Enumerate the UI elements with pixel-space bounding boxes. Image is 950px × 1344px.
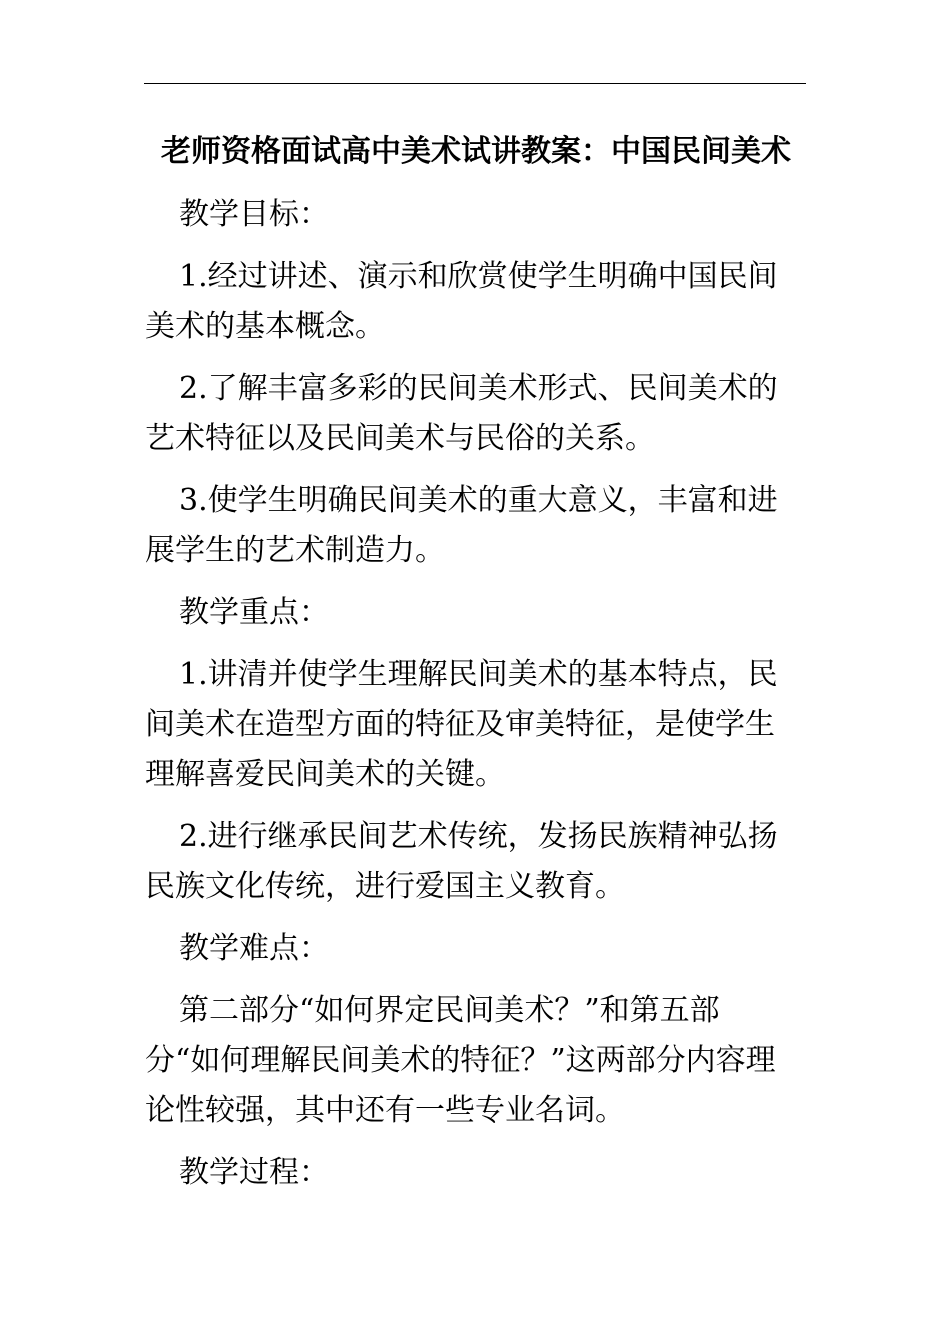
key-point-1: 1.讲清并使学生理解民间美术的基本特点，民间美术在造型方面的特征及审美特征，是使学生理解喜爱民间美术的关键。 xyxy=(145,657,778,792)
objective-1: 1.经过讲述、演示和欣赏使学生明确中国民间美术的基本概念。 xyxy=(145,259,778,344)
section-heading-process: 教学过程： xyxy=(179,1155,329,1190)
document-body xyxy=(145,190,790,1210)
section-heading-difficulties: 教学难点： xyxy=(179,931,329,966)
section-heading-objectives: 教学目标： xyxy=(179,197,329,232)
objective-2: 2.了解丰富多彩的民间美术形式、民间美术的艺术特征以及民间美术与民俗的关系。 xyxy=(145,371,778,456)
header-rule xyxy=(144,83,806,84)
section-heading-key-points: 教学重点： xyxy=(179,595,329,630)
objective-3: 3.使学生明确民间美术的重大意义，丰富和进展学生的艺术制造力。 xyxy=(145,483,778,568)
document-title: 老师资格面试高中美术试讲教案：中国民间美术 xyxy=(161,134,791,169)
key-point-2: 2.进行继承民间艺术传统，发扬民族精神弘扬民族文化传统，进行爱国主义教育。 xyxy=(145,819,778,904)
difficulty-1: 第二部分“如何界定民间美术？”和第五部分“如何理解民间美术的特征？”这两部分内容理论性较强，其中还有一些专业名词。 xyxy=(145,993,776,1128)
